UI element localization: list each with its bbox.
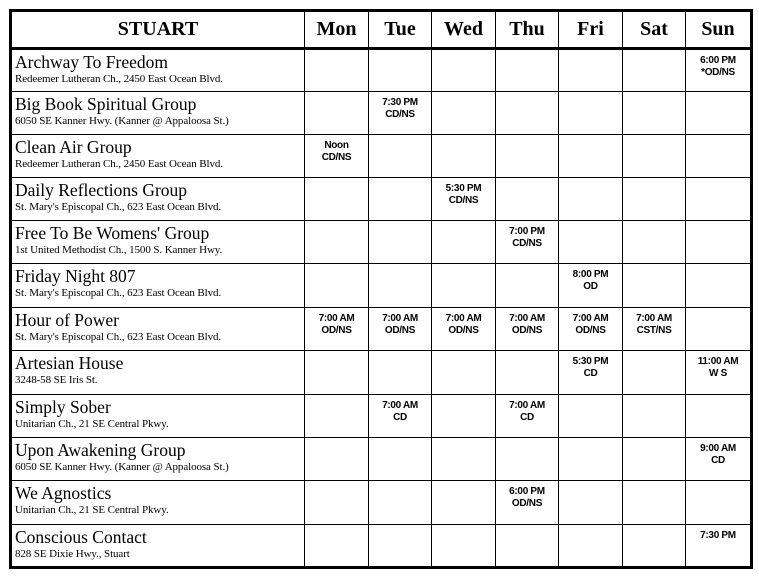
meeting-slot-fri — [559, 49, 623, 92]
group-cell — [11, 395, 305, 438]
group-name: Free To Be Womens' Group — [15, 223, 210, 243]
meeting-time: 7:00 AM — [572, 313, 609, 324]
group-address: 3248-58 SE Iris St. — [15, 374, 98, 386]
meeting-slot-fri — [559, 92, 623, 135]
meeting-slot-sat — [623, 92, 686, 135]
meeting-slot-sat — [623, 525, 686, 568]
table-row — [11, 525, 752, 568]
meeting-slot-wed — [432, 308, 496, 351]
meeting-slot-fri — [559, 481, 623, 525]
meeting-time: 7:00 AM — [445, 313, 482, 324]
header-row — [11, 11, 752, 49]
meeting-time: 6:00 PM — [700, 55, 736, 66]
group-name: Archway To Freedom — [15, 52, 168, 72]
meeting-slot-wed — [432, 438, 496, 481]
meeting-slot-sat — [623, 395, 686, 438]
meeting-time: 11:00 AM — [697, 356, 739, 367]
meeting-type-code: OD/NS — [448, 325, 479, 336]
group-address: 1st United Methodist Ch., 1500 S. Kanner Hwy. — [15, 244, 223, 256]
group-cell — [11, 264, 305, 308]
group-name: Hour of Power — [15, 310, 120, 330]
group-name: Clean Air Group — [15, 137, 132, 157]
meeting-time: 7:00 AM — [318, 313, 355, 324]
group-cell — [11, 481, 305, 525]
meeting-type-code: CD — [583, 368, 598, 379]
group-address: 6050 SE Kanner Hwy. (Kanner @ Appaloosa St.) — [15, 115, 229, 127]
meeting-slot-fri — [559, 525, 623, 568]
meeting-slot-sun — [686, 481, 752, 525]
meeting-slot-sun — [686, 135, 752, 178]
meeting-time: 7:00 AM — [636, 313, 672, 324]
meeting-slot-fri — [559, 308, 623, 351]
meeting-slot-tue — [369, 135, 432, 178]
meeting-slot-fri — [559, 221, 623, 264]
table-row — [11, 178, 752, 221]
group-name: Big Book Spiritual Group — [15, 94, 197, 114]
meeting-slot-tue — [369, 525, 432, 568]
meeting-slot-mon — [305, 178, 369, 221]
meeting-slot-mon — [305, 395, 369, 438]
day-header-thu: Thu — [496, 11, 559, 49]
meeting-slot-fri — [559, 395, 623, 438]
meeting-slot-tue — [369, 438, 432, 481]
meeting-slot-mon — [305, 264, 369, 308]
meeting-slot-sat — [623, 135, 686, 178]
group-address: Unitarian Ch., 21 SE Central Pkwy. — [15, 504, 169, 516]
group-name: Conscious Contact — [15, 527, 147, 547]
meeting-type-code: CD/NS — [321, 152, 352, 163]
group-address: Redeemer Lutheran Ch., 2450 East Ocean Blvd. — [15, 158, 223, 170]
meeting-time: 5:30 PM — [572, 356, 609, 367]
meeting-slot-sat — [623, 438, 686, 481]
meeting-slot-wed — [432, 351, 496, 395]
group-address: St. Mary's Episcopal Ch., 623 East Ocean Blvd. — [15, 331, 222, 343]
table-row — [11, 481, 752, 525]
meeting-slot-tue — [369, 395, 432, 438]
group-name: Upon Awakening Group — [15, 440, 186, 460]
meeting-slot-tue — [369, 351, 432, 395]
meeting-type-code: OD — [583, 281, 598, 292]
meeting-time: 7:00 AM — [509, 400, 545, 411]
meeting-slot-sun — [686, 525, 752, 568]
group-name: Daily Reflections Group — [15, 180, 188, 200]
meeting-type-code: W S — [709, 368, 727, 379]
group-cell — [11, 135, 305, 178]
group-cell — [11, 525, 305, 568]
table-row — [11, 308, 752, 351]
meeting-slot-sun — [686, 438, 752, 481]
meeting-slot-sun — [686, 221, 752, 264]
meeting-type-code: CD — [520, 412, 534, 423]
group-address: 828 SE Dixie Hwy., Stuart — [15, 548, 130, 560]
meeting-time: 7:00 AM — [509, 313, 545, 324]
group-address: St. Mary's Episcopal Ch., 623 East Ocean Blvd. — [15, 201, 222, 213]
meeting-slot-tue — [369, 92, 432, 135]
meeting-slot-sun — [686, 351, 752, 395]
meeting-slot-mon — [305, 525, 369, 568]
meeting-type-code: CD/NS — [512, 238, 542, 249]
table-row — [11, 92, 752, 135]
meeting-slot-sat — [623, 351, 686, 395]
city-title: STUART — [11, 11, 305, 49]
day-header-fri: Fri — [559, 11, 623, 49]
meeting-slot-mon — [305, 92, 369, 135]
meeting-slot-mon — [305, 308, 369, 351]
group-address: Unitarian Ch., 21 SE Central Pkwy. — [15, 418, 169, 430]
meeting-type-code: CST/NS — [636, 325, 672, 336]
meeting-slot-wed — [432, 525, 496, 568]
meeting-slot-sat — [623, 221, 686, 264]
meeting-time: 8:00 PM — [572, 269, 609, 280]
meeting-type-code: OD/NS — [321, 325, 352, 336]
meeting-slot-sun — [686, 92, 752, 135]
meeting-slot-sat — [623, 49, 686, 92]
meeting-slot-thu — [496, 351, 559, 395]
meeting-type-code: OD/NS — [384, 325, 416, 336]
meeting-type-code: OD/NS — [575, 325, 606, 336]
group-name: Simply Sober — [15, 397, 111, 417]
meeting-time: 7:00 PM — [509, 226, 545, 237]
group-cell — [11, 178, 305, 221]
meeting-slot-thu — [496, 481, 559, 525]
meeting-slot-sun — [686, 49, 752, 92]
meeting-slot-thu — [496, 395, 559, 438]
meeting-slot-sat — [623, 481, 686, 525]
meeting-slot-sat — [623, 264, 686, 308]
group-cell — [11, 92, 305, 135]
meeting-slot-sat — [623, 308, 686, 351]
schedule-wrapper — [9, 9, 753, 569]
meeting-slot-fri — [559, 178, 623, 221]
table-row — [11, 264, 752, 308]
meeting-slot-wed — [432, 481, 496, 525]
meeting-slot-sun — [686, 178, 752, 221]
meeting-slot-tue — [369, 264, 432, 308]
meeting-slot-thu — [496, 221, 559, 264]
group-cell — [11, 351, 305, 395]
meeting-slot-fri — [559, 438, 623, 481]
meeting-slot-wed — [432, 264, 496, 308]
table-body — [11, 49, 752, 568]
table-row — [11, 395, 752, 438]
meeting-slot-fri — [559, 351, 623, 395]
meeting-slot-fri — [559, 264, 623, 308]
meeting-type-code: CD — [393, 412, 407, 423]
group-address: Redeemer Lutheran Ch., 2450 East Ocean Blvd. — [15, 73, 223, 85]
meeting-slot-thu — [496, 178, 559, 221]
meeting-slot-tue — [369, 221, 432, 264]
meeting-slot-tue — [369, 49, 432, 92]
meeting-slot-thu — [496, 135, 559, 178]
meeting-slot-thu — [496, 308, 559, 351]
group-cell — [11, 308, 305, 351]
meeting-slot-fri — [559, 135, 623, 178]
meeting-time: 7:30 PM — [700, 530, 736, 541]
meeting-type-code: OD/NS — [511, 498, 543, 509]
group-cell — [11, 221, 305, 264]
table-row — [11, 351, 752, 395]
meeting-slot-wed — [432, 135, 496, 178]
meeting-time: 5:30 PM — [445, 183, 482, 194]
meeting-slot-thu — [496, 438, 559, 481]
meeting-schedule-table — [9, 9, 753, 569]
meeting-time: 9:00 AM — [700, 443, 736, 454]
table-row — [11, 221, 752, 264]
group-cell — [11, 438, 305, 481]
meeting-type-code: CD/NS — [385, 109, 415, 120]
meeting-slot-tue — [369, 178, 432, 221]
meeting-slot-mon — [305, 135, 369, 178]
meeting-slot-thu — [496, 264, 559, 308]
meeting-type-code: OD/NS — [511, 325, 543, 336]
meeting-slot-sat — [623, 178, 686, 221]
table-row — [11, 135, 752, 178]
group-address: St. Mary's Episcopal Ch., 623 East Ocean Blvd. — [15, 287, 222, 299]
meeting-slot-wed — [432, 221, 496, 264]
meeting-slot-wed — [432, 92, 496, 135]
meeting-slot-sun — [686, 395, 752, 438]
meeting-slot-tue — [369, 308, 432, 351]
meeting-slot-mon — [305, 438, 369, 481]
meeting-slot-tue — [369, 481, 432, 525]
meeting-time: Noon — [324, 140, 349, 151]
meeting-slot-mon — [305, 49, 369, 92]
meeting-time: 7:00 AM — [382, 400, 418, 411]
day-header-wed: Wed — [432, 11, 496, 49]
meeting-slot-sun — [686, 264, 752, 308]
day-header-sun: Sun — [686, 11, 752, 49]
table-row — [11, 438, 752, 481]
meeting-slot-wed — [432, 178, 496, 221]
meeting-slot-wed — [432, 395, 496, 438]
day-header-mon: Mon — [305, 11, 369, 49]
group-name: We Agnostics — [15, 483, 112, 503]
meeting-slot-thu — [496, 92, 559, 135]
table-row — [11, 49, 752, 92]
meeting-slot-mon — [305, 481, 369, 525]
group-name: Friday Night 807 — [15, 266, 136, 286]
meeting-slot-sun — [686, 308, 752, 351]
day-header-sat: Sat — [623, 11, 686, 49]
meeting-time: 6:00 PM — [509, 486, 545, 497]
meeting-time: 7:30 PM — [382, 97, 418, 108]
group-name: Artesian House — [15, 353, 124, 373]
meeting-slot-thu — [496, 525, 559, 568]
meeting-type-code: CD — [711, 455, 725, 466]
meeting-slot-mon — [305, 351, 369, 395]
meeting-type-code: *OD/NS — [701, 67, 735, 78]
meeting-slot-thu — [496, 49, 559, 92]
group-address: 6050 SE Kanner Hwy. (Kanner @ Appaloosa St.) — [15, 461, 229, 473]
meeting-type-code: CD/NS — [448, 195, 479, 206]
meeting-slot-mon — [305, 221, 369, 264]
meeting-slot-wed — [432, 49, 496, 92]
day-header-tue: Tue — [369, 11, 432, 49]
group-cell — [11, 49, 305, 92]
meeting-time: 7:00 AM — [382, 313, 418, 324]
